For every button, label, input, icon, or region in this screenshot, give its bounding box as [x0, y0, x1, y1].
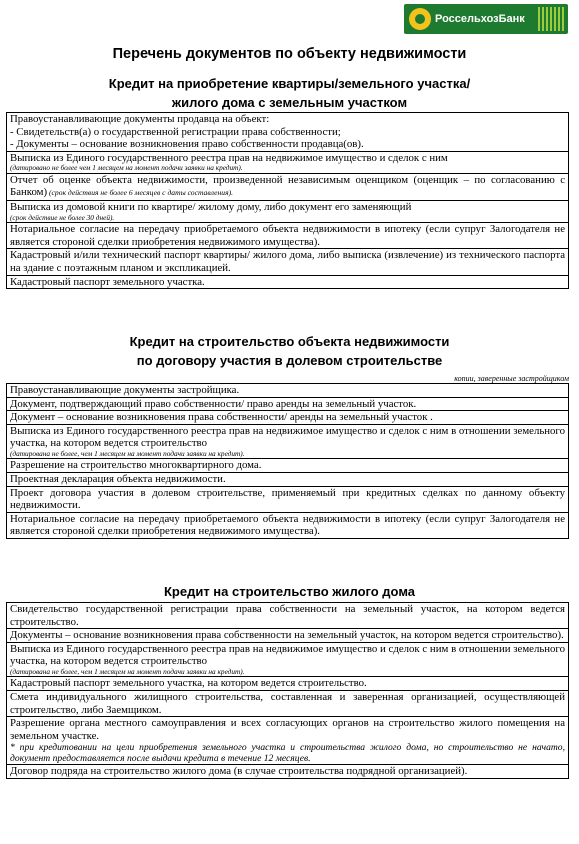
table-cell: Смета индивидуального жилищного строительства, составленная и заверенная организацией, осуществляющей строительство, либо Заемщиком.: [7, 691, 569, 717]
table-row: [7, 424, 569, 459]
table-row: [7, 642, 569, 677]
table-row: [7, 249, 569, 275]
cell-note: (датирована не более, чем 1 месяцем на момент подачи заявки на кредит).: [10, 666, 245, 676]
bank-logo: [404, 4, 568, 34]
cell-note: * при кредитовании на цели приобретения земельного участка и строительства жилого дома, но строительство не начато, документ предоставляется после выдачи кредита в течение 12 месяцев.: [10, 742, 565, 765]
section3-title: Кредит на строительство жилого дома: [163, 584, 416, 599]
table-cell: Нотариальное согласие на передачу приобретаемого объекта недвижимости в ипотеку (если супруг Залогодателя не является стороной сделки приобретения недвижимого имущества).: [7, 512, 569, 538]
table-cell: [7, 113, 569, 152]
section3-table: [6, 602, 569, 779]
cell-text: Выписка из домовой книги по квартире/ жилому дому, либо документ его заменяющий: [10, 201, 412, 214]
table-row: [7, 201, 569, 223]
table-cell: Проект договора участия в долевом строительстве, применяемый при кредитных сделках по данному объекту недвижимости.: [7, 486, 569, 512]
table-row: [7, 603, 569, 629]
table-cell: Документ, подтверждающий право собственности/ право аренды на земельный участок.: [7, 397, 569, 411]
section1-table: [6, 112, 569, 289]
table-cell: Свидетельство государственной регистрации права собственности на земельный участок, на котором ведется строительство.: [7, 603, 569, 629]
table-row: [7, 113, 569, 152]
cell-note: (срок действие не более 30 дней).: [10, 212, 115, 222]
table-row: [7, 384, 569, 398]
section2-title-line2: по договору участия в долевом строительстве: [136, 353, 443, 368]
table-row: [7, 411, 569, 425]
table-cell: [7, 717, 569, 765]
table-row: [7, 512, 569, 538]
logo-text: РоссельхозБанк: [435, 13, 525, 25]
table-row: [7, 275, 569, 289]
table-row: [7, 151, 569, 173]
cell-text: - Свидетельств(а) о государственной регистрации права собственности;: [10, 125, 341, 138]
section1-title-line1: Кредит на приобретение квартиры/земельного участка/: [108, 76, 471, 91]
table-cell: Нотариальное согласие на передачу приобретаемого объекта недвижимости в ипотеку (если супруг Залогодателя не является стороной сделки приобретения недвижимого имущества).: [7, 223, 569, 249]
table-cell: Документы – основание возникновения права собственности на земельный участок, на котором ведется строительство).: [7, 629, 569, 643]
page-title: Перечень документов по объекту недвижимости: [112, 46, 467, 62]
table-cell: [7, 151, 569, 173]
table-row: [7, 459, 569, 473]
table-cell: [7, 424, 569, 459]
table-cell: Кадастровый и/или технический паспорт квартиры/ жилого дома, либо выписка (извлечение) из технического паспорта на здание с поэтажным планом и экспликацией.: [7, 249, 569, 275]
cell-text: Разрешение органа местного самоуправления и всех согласующих органов на строительство жилого помещения на земельном участке.: [10, 717, 565, 742]
table-row: [7, 223, 569, 249]
table-row: [7, 473, 569, 487]
cell-text: Выписка из Единого государственного реестра прав на недвижимое имущество и сделок с ним: [10, 151, 448, 164]
table-cell: Разрешение на строительство многоквартирного дома.: [7, 459, 569, 473]
section2-note: копии, заверенные застройщиком: [454, 374, 569, 383]
table-cell: Кадастровый паспорт земельного участка, на котором ведется строительство.: [7, 677, 569, 691]
table-row: [7, 691, 569, 717]
table-cell: Проектная декларация объекта недвижимости.: [7, 473, 569, 487]
table-row: [7, 486, 569, 512]
table-cell: Правоустанавливающие документы застройщика.: [7, 384, 569, 398]
cell-text: Правоустанавливающие документы продавца на объект:: [10, 113, 270, 125]
table-cell: [7, 642, 569, 677]
cell-note: (срок действия не более 6 месяцев с даты составления).: [47, 188, 234, 198]
cell-text: Отчет об оценке объекта недвижимости, произведенной независимым оценщиком (оценщик – по согласованию с Банком): [10, 173, 565, 199]
table-row: [7, 629, 569, 643]
table-cell: [7, 173, 569, 200]
table-cell: Кадастровый паспорт земельного участка.: [7, 275, 569, 289]
cell-text: Выписка из Единого государственного реестра прав на недвижимое имущество и сделок с ним в отношении земельного участка, на котором ведется строительство: [10, 424, 565, 450]
cell-text: Выписка из Единого государственного реестра прав на недвижимое имущество и сделок с ним в отношении земельного участка, на котором ведется строительство: [10, 642, 565, 668]
table-cell: Договор подряда на строительство жилого дома (в случае строительства подрядной организацией).: [7, 765, 569, 779]
cell-note: (датирована не более, чем 1 месяцем на момент подачи заявки на кредит).: [10, 448, 245, 458]
table-row: [7, 173, 569, 200]
table-row: [7, 765, 569, 779]
table-cell: Документ – основание возникновения права собственности/ аренды на земельный участок .: [7, 411, 569, 425]
section2-table: [6, 383, 569, 539]
logo-emblem-icon: [409, 8, 431, 30]
logo-stripes-icon: [538, 7, 564, 31]
table-row: [7, 677, 569, 691]
section1-title-line2: жилого дома с земельным участком: [171, 95, 408, 110]
cell-text: - Документы – основание возникновения право собственности продавца(ов).: [10, 138, 364, 151]
table-row: [7, 717, 569, 765]
table-cell: [7, 201, 569, 223]
section2-title-line1: Кредит на строительство объекта недвижимости: [129, 334, 450, 349]
table-row: [7, 397, 569, 411]
cell-note: (датировано не более чем 1 месяцем на момент подачи заявки на кредит).: [10, 163, 243, 173]
